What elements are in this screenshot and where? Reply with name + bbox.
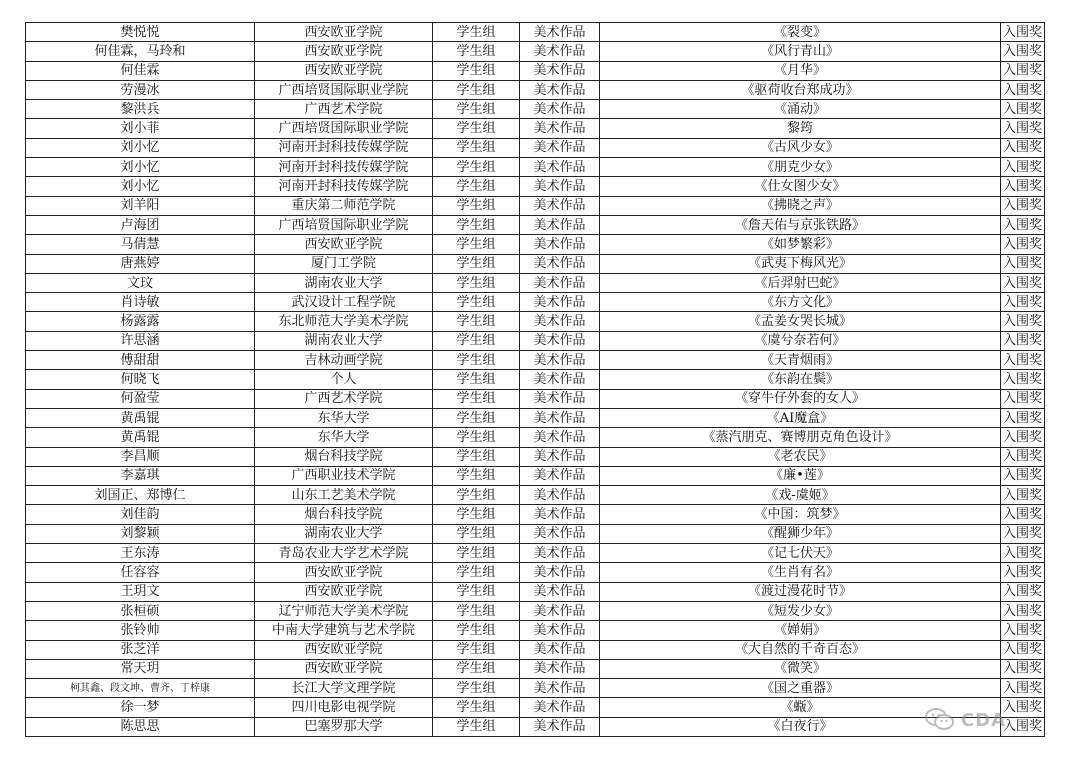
group-cell: 学生组 (433, 563, 520, 582)
table-row (26, 312, 1045, 331)
award-cell: 入围奖 (1001, 408, 1045, 427)
work-title-cell: 《渡过漫花时节》 (600, 582, 1001, 601)
category-cell: 美术作品 (520, 23, 600, 42)
work-title-cell: 《白夜行》 (600, 717, 1001, 736)
award-cell: 入围奖 (1001, 447, 1045, 466)
entrant-name-cell: 杨露露 (26, 312, 255, 331)
category-cell: 美术作品 (520, 254, 600, 273)
category-cell: 美术作品 (520, 544, 600, 563)
category-cell: 美术作品 (520, 659, 600, 678)
work-title-cell: 《月华》 (600, 61, 1001, 80)
entrant-name-cell: 刘小忆 (26, 158, 255, 177)
award-list-body (26, 23, 1045, 737)
entrant-name-cell: 任容容 (26, 563, 255, 582)
institution-cell: 湖南农业大学 (255, 331, 433, 350)
table-row (26, 254, 1045, 273)
work-title-cell: 《东方文化》 (600, 293, 1001, 312)
work-title-cell: 《驱荷收台郑成功》 (600, 80, 1001, 99)
group-cell: 学生组 (433, 640, 520, 659)
entrant-name-cell: 张铃帅 (26, 621, 255, 640)
entrant-name-cell: 常天玥 (26, 659, 255, 678)
award-cell: 入围奖 (1001, 158, 1045, 177)
table-row (26, 389, 1045, 408)
group-cell: 学生组 (433, 196, 520, 215)
category-cell: 美术作品 (520, 119, 600, 138)
table-row (26, 582, 1045, 601)
category-cell: 美术作品 (520, 389, 600, 408)
work-title-cell: 《后羿射巴蛇》 (600, 273, 1001, 292)
award-cell: 入围奖 (1001, 42, 1045, 61)
table-row (26, 621, 1045, 640)
table-row (26, 524, 1045, 543)
category-cell: 美术作品 (520, 138, 600, 157)
group-cell: 学生组 (433, 428, 520, 447)
category-cell: 美术作品 (520, 621, 600, 640)
category-cell: 美术作品 (520, 486, 600, 505)
work-title-cell: 《武夷下梅风光》 (600, 254, 1001, 273)
institution-cell: 烟台科技学院 (255, 447, 433, 466)
category-cell: 美术作品 (520, 42, 600, 61)
institution-cell: 广西培贤国际职业学院 (255, 80, 433, 99)
group-cell: 学生组 (433, 215, 520, 234)
work-title-cell: 《东韵在鬓》 (600, 370, 1001, 389)
group-cell: 学生组 (433, 408, 520, 427)
entrant-name-cell: 黎洪兵 (26, 100, 255, 119)
group-cell: 学生组 (433, 370, 520, 389)
institution-cell: 西安欧亚学院 (255, 23, 433, 42)
group-cell: 学生组 (433, 80, 520, 99)
entrant-name-cell: 马倩慧 (26, 235, 255, 254)
category-cell: 美术作品 (520, 312, 600, 331)
institution-cell: 东华大学 (255, 408, 433, 427)
award-cell: 入围奖 (1001, 100, 1045, 119)
category-cell: 美术作品 (520, 563, 600, 582)
entrant-name-cell: 文玟 (26, 273, 255, 292)
entrant-name-cell: 刘小忆 (26, 138, 255, 157)
table-row (26, 408, 1045, 427)
entrant-name-cell: 刘小菲 (26, 119, 255, 138)
work-title-cell: 《仕女图少女》 (600, 177, 1001, 196)
entrant-name-cell: 唐燕婷 (26, 254, 255, 273)
table-row (26, 717, 1045, 736)
entrant-name-cell: 柯其鑫、段文坤、曹齐、丁梓康 (26, 679, 255, 698)
institution-cell: 巴塞罗那大学 (255, 717, 433, 736)
entrant-name-cell: 许思涵 (26, 331, 255, 350)
award-cell: 入围奖 (1001, 273, 1045, 292)
category-cell: 美术作品 (520, 582, 600, 601)
table-row (26, 351, 1045, 370)
table-row (26, 61, 1045, 80)
entrant-name-cell: 劳漫冰 (26, 80, 255, 99)
work-title-cell: 《詹天佑与京张铁路》 (600, 215, 1001, 234)
institution-cell: 厦门工学院 (255, 254, 433, 273)
table-row (26, 235, 1045, 254)
category-cell: 美术作品 (520, 679, 600, 698)
group-cell: 学生组 (433, 505, 520, 524)
work-title-cell: 《穿牛仔外套的女人》 (600, 389, 1001, 408)
category-cell: 美术作品 (520, 428, 600, 447)
work-title-cell: 《大自然的千奇百态》 (600, 640, 1001, 659)
work-title-cell: 《短发少女》 (600, 601, 1001, 620)
category-cell: 美术作品 (520, 351, 600, 370)
institution-cell: 广西艺术学院 (255, 389, 433, 408)
institution-cell: 西安欧亚学院 (255, 563, 433, 582)
award-cell: 入围奖 (1001, 582, 1045, 601)
institution-cell: 武汉设计工程学院 (255, 293, 433, 312)
award-cell: 入围奖 (1001, 254, 1045, 273)
award-cell: 入围奖 (1001, 428, 1045, 447)
group-cell: 学生组 (433, 582, 520, 601)
work-title-cell: 《婵娟》 (600, 621, 1001, 640)
entrant-name-cell: 刘佳韵 (26, 505, 255, 524)
award-cell: 入围奖 (1001, 544, 1045, 563)
table-row (26, 428, 1045, 447)
award-cell: 入围奖 (1001, 312, 1045, 331)
award-cell: 入围奖 (1001, 679, 1045, 698)
group-cell: 学生组 (433, 351, 520, 370)
institution-cell: 广西艺术学院 (255, 100, 433, 119)
award-cell: 入围奖 (1001, 370, 1045, 389)
award-cell: 入围奖 (1001, 80, 1045, 99)
entrant-name-cell: 刘黎颖 (26, 524, 255, 543)
award-cell: 入围奖 (1001, 601, 1045, 620)
table-row (26, 466, 1045, 485)
award-cell: 入围奖 (1001, 621, 1045, 640)
table-row (26, 563, 1045, 582)
institution-cell: 吉林动画学院 (255, 351, 433, 370)
group-cell: 学生组 (433, 138, 520, 157)
group-cell: 学生组 (433, 621, 520, 640)
award-cell: 入围奖 (1001, 119, 1045, 138)
table-row (26, 544, 1045, 563)
table-row (26, 486, 1045, 505)
award-cell: 入围奖 (1001, 717, 1045, 736)
institution-cell: 西安欧亚学院 (255, 61, 433, 80)
institution-cell: 青岛农业大学艺术学院 (255, 544, 433, 563)
institution-cell: 广西培贤国际职业学院 (255, 215, 433, 234)
group-cell: 学生组 (433, 312, 520, 331)
group-cell: 学生组 (433, 544, 520, 563)
award-cell: 入围奖 (1001, 293, 1045, 312)
award-cell: 入围奖 (1001, 61, 1045, 80)
table-row (26, 273, 1045, 292)
group-cell: 学生组 (433, 23, 520, 42)
table-row (26, 679, 1045, 698)
category-cell: 美术作品 (520, 331, 600, 350)
table-row (26, 177, 1045, 196)
entrant-name-cell: 徐一梦 (26, 698, 255, 717)
table-row (26, 640, 1045, 659)
institution-cell: 西安欧亚学院 (255, 235, 433, 254)
work-title-cell: 《国之重器》 (600, 679, 1001, 698)
institution-cell: 烟台科技学院 (255, 505, 433, 524)
institution-cell: 辽宁师范大学美术学院 (255, 601, 433, 620)
entrant-name-cell: 王东涛 (26, 544, 255, 563)
award-cell: 入围奖 (1001, 486, 1045, 505)
group-cell: 学生组 (433, 698, 520, 717)
category-cell: 美术作品 (520, 505, 600, 524)
table-row (26, 158, 1045, 177)
award-cell: 入围奖 (1001, 196, 1045, 215)
entrant-name-cell: 陈思思 (26, 717, 255, 736)
institution-cell: 长江大学文理学院 (255, 679, 433, 698)
award-cell: 入围奖 (1001, 215, 1045, 234)
institution-cell: 东北师范大学美术学院 (255, 312, 433, 331)
award-cell: 入围奖 (1001, 563, 1045, 582)
category-cell: 美术作品 (520, 524, 600, 543)
group-cell: 学生组 (433, 293, 520, 312)
category-cell: 美术作品 (520, 447, 600, 466)
category-cell: 美术作品 (520, 61, 600, 80)
category-cell: 美术作品 (520, 717, 600, 736)
group-cell: 学生组 (433, 466, 520, 485)
entrant-name-cell: 黄禹锟 (26, 428, 255, 447)
group-cell: 学生组 (433, 447, 520, 466)
institution-cell: 重庆第二师范学院 (255, 196, 433, 215)
entrant-name-cell: 卢海团 (26, 215, 255, 234)
group-cell: 学生组 (433, 177, 520, 196)
watermark-text: CDA (961, 709, 1007, 731)
category-cell: 美术作品 (520, 235, 600, 254)
category-cell: 美术作品 (520, 601, 600, 620)
award-cell: 入围奖 (1001, 524, 1045, 543)
work-title-cell: 《微笑》 (600, 659, 1001, 678)
group-cell: 学生组 (433, 717, 520, 736)
institution-cell: 西安欧亚学院 (255, 42, 433, 61)
category-cell: 美术作品 (520, 466, 600, 485)
entrant-name-cell: 刘羊阳 (26, 196, 255, 215)
entrant-name-cell: 李嘉琪 (26, 466, 255, 485)
entrant-name-cell: 何盈莹 (26, 389, 255, 408)
group-cell: 学生组 (433, 235, 520, 254)
group-cell: 学生组 (433, 331, 520, 350)
award-cell: 入围奖 (1001, 331, 1045, 350)
award-cell: 入围奖 (1001, 177, 1045, 196)
table-row (26, 659, 1045, 678)
table-row (26, 42, 1045, 61)
entrant-name-cell: 黄禹锟 (26, 408, 255, 427)
entrant-name-cell: 张桓硕 (26, 601, 255, 620)
group-cell: 学生组 (433, 524, 520, 543)
work-title-cell: 《记七伏天》 (600, 544, 1001, 563)
institution-cell: 广西职业技术学院 (255, 466, 433, 485)
table-row (26, 100, 1045, 119)
group-cell: 学生组 (433, 42, 520, 61)
entrant-name-cell: 肖诗敏 (26, 293, 255, 312)
work-title-cell: 黎筠 (600, 119, 1001, 138)
work-title-cell: 《戏-虞姬》 (600, 486, 1001, 505)
work-title-cell: 《AI魔盒》 (600, 408, 1001, 427)
category-cell: 美术作品 (520, 80, 600, 99)
institution-cell: 湖南农业大学 (255, 273, 433, 292)
group-cell: 学生组 (433, 61, 520, 80)
category-cell: 美术作品 (520, 158, 600, 177)
institution-cell: 东华大学 (255, 428, 433, 447)
institution-cell: 个人 (255, 370, 433, 389)
award-cell: 入围奖 (1001, 505, 1045, 524)
work-title-cell: 《蝂》 (600, 698, 1001, 717)
group-cell: 学生组 (433, 486, 520, 505)
entrant-name-cell: 刘小忆 (26, 177, 255, 196)
table-row (26, 331, 1045, 350)
entrant-name-cell: 樊悦悦 (26, 23, 255, 42)
category-cell: 美术作品 (520, 177, 600, 196)
entrant-name-cell: 何晓飞 (26, 370, 255, 389)
table-row (26, 196, 1045, 215)
award-cell: 入围奖 (1001, 389, 1045, 408)
institution-cell: 河南开封科技传媒学院 (255, 177, 433, 196)
table-row (26, 215, 1045, 234)
work-title-cell: 《朋克少女》 (600, 158, 1001, 177)
award-cell: 入围奖 (1001, 659, 1045, 678)
entrant-name-cell: 何佳霖，马玲和 (26, 42, 255, 61)
work-title-cell: 《中国：筑梦》 (600, 505, 1001, 524)
entrant-name-cell: 何佳霖 (26, 61, 255, 80)
table-row (26, 447, 1045, 466)
table-row (26, 23, 1045, 42)
table-row (26, 370, 1045, 389)
category-cell: 美术作品 (520, 698, 600, 717)
work-title-cell: 《天青烟雨》 (600, 351, 1001, 370)
table-row (26, 293, 1045, 312)
category-cell: 美术作品 (520, 196, 600, 215)
category-cell: 美术作品 (520, 408, 600, 427)
institution-cell: 山东工艺美术学院 (255, 486, 433, 505)
entrant-name-cell: 王玥文 (26, 582, 255, 601)
work-title-cell: 《蒸汽朋克、赛博朋克角色设计》 (600, 428, 1001, 447)
institution-cell: 中南大学建筑与艺术学院 (255, 621, 433, 640)
institution-cell: 西安欧亚学院 (255, 640, 433, 659)
category-cell: 美术作品 (520, 370, 600, 389)
work-title-cell: 《醒狮少年》 (600, 524, 1001, 543)
award-cell: 入围奖 (1001, 23, 1045, 42)
institution-cell: 河南开封科技传媒学院 (255, 158, 433, 177)
work-title-cell: 《涌动》 (600, 100, 1001, 119)
table-row (26, 698, 1045, 717)
work-title-cell: 《古风少女》 (600, 138, 1001, 157)
award-cell: 入围奖 (1001, 640, 1045, 659)
group-cell: 学生组 (433, 119, 520, 138)
entrant-name-cell: 张芝洋 (26, 640, 255, 659)
institution-cell: 西安欧亚学院 (255, 582, 433, 601)
award-cell: 入围奖 (1001, 698, 1045, 717)
group-cell: 学生组 (433, 389, 520, 408)
group-cell: 学生组 (433, 679, 520, 698)
category-cell: 美术作品 (520, 100, 600, 119)
institution-cell: 西安欧亚学院 (255, 659, 433, 678)
institution-cell: 四川电影电视学院 (255, 698, 433, 717)
work-title-cell: 《裂变》 (600, 23, 1001, 42)
table-row (26, 138, 1045, 157)
entrant-name-cell: 傅甜甜 (26, 351, 255, 370)
award-cell: 入围奖 (1001, 235, 1045, 254)
table-row (26, 80, 1045, 99)
institution-cell: 广西培贤国际职业学院 (255, 119, 433, 138)
work-title-cell: 《老农民》 (600, 447, 1001, 466)
award-list-table (25, 22, 1045, 737)
group-cell: 学生组 (433, 601, 520, 620)
category-cell: 美术作品 (520, 215, 600, 234)
entrant-name-cell: 李昌顺 (26, 447, 255, 466)
table-row (26, 119, 1045, 138)
award-cell: 入围奖 (1001, 138, 1045, 157)
group-cell: 学生组 (433, 659, 520, 678)
group-cell: 学生组 (433, 254, 520, 273)
work-title-cell: 《生肖有名》 (600, 563, 1001, 582)
work-title-cell: 《廉•莲》 (600, 466, 1001, 485)
work-title-cell: 《孟姜女哭长城》 (600, 312, 1001, 331)
table-row (26, 601, 1045, 620)
work-title-cell: 《拂晓之声》 (600, 196, 1001, 215)
work-title-cell: 《虞兮奈若何》 (600, 331, 1001, 350)
award-cell: 入围奖 (1001, 466, 1045, 485)
institution-cell: 河南开封科技传媒学院 (255, 138, 433, 157)
group-cell: 学生组 (433, 100, 520, 119)
category-cell: 美术作品 (520, 273, 600, 292)
group-cell: 学生组 (433, 273, 520, 292)
category-cell: 美术作品 (520, 293, 600, 312)
institution-cell: 湖南农业大学 (255, 524, 433, 543)
work-title-cell: 《如梦繁彩》 (600, 235, 1001, 254)
work-title-cell: 《风行青山》 (600, 42, 1001, 61)
group-cell: 学生组 (433, 158, 520, 177)
table-row (26, 505, 1045, 524)
award-cell: 入围奖 (1001, 351, 1045, 370)
entrant-name-cell: 刘国正、郑博仁 (26, 486, 255, 505)
category-cell: 美术作品 (520, 640, 600, 659)
